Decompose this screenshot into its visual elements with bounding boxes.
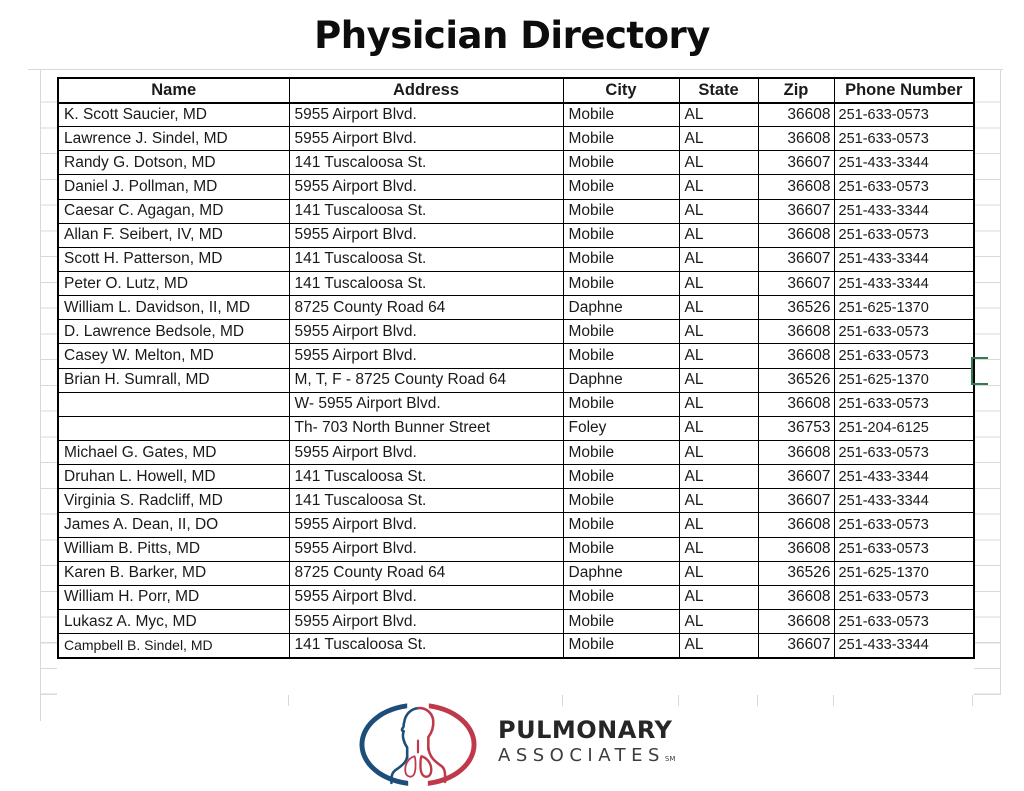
cell[interactable]: Mobile (563, 127, 679, 151)
gridline-col-tick (757, 695, 758, 706)
cell[interactable]: 251-433-3344 (834, 489, 974, 513)
cell[interactable]: 36753 (758, 416, 834, 440)
cell[interactable]: 251-633-0573 (834, 392, 974, 416)
cell[interactable]: William L. Davidson, II, MD (58, 296, 289, 320)
cell[interactable]: 141 Tuscaloosa St. (289, 489, 563, 513)
cell[interactable]: 36608 (758, 392, 834, 416)
cell[interactable]: 36607 (758, 465, 834, 489)
cell[interactable]: Campbell B. Sindel, MD (58, 634, 289, 658)
cell[interactable]: AL (679, 320, 758, 344)
cell[interactable]: M, T, F - 8725 County Road 64 (289, 368, 563, 392)
cell[interactable]: 36608 (758, 609, 834, 633)
cell[interactable]: AL (679, 465, 758, 489)
cell[interactable]: 5955 Airport Blvd. (289, 440, 563, 464)
table-row (58, 561, 974, 585)
cell[interactable]: AL (679, 392, 758, 416)
cell[interactable]: Allan F. Seibert, IV, MD (58, 223, 289, 247)
cell[interactable]: 251-633-0573 (834, 344, 974, 368)
physician-table (57, 77, 975, 659)
cell[interactable]: 36526 (758, 368, 834, 392)
cell[interactable]: 141 Tuscaloosa St. (289, 247, 563, 271)
cell[interactable]: Mobile (563, 344, 679, 368)
cell[interactable]: 5955 Airport Blvd. (289, 344, 563, 368)
cell[interactable]: 5955 Airport Blvd. (289, 585, 563, 609)
cell[interactable]: W- 5955 Airport Blvd. (289, 392, 563, 416)
cell[interactable]: 141 Tuscaloosa St. (289, 465, 563, 489)
cell[interactable]: William H. Porr, MD (58, 585, 289, 609)
cell[interactable]: Mobile (563, 634, 679, 658)
cell[interactable]: 251-633-0573 (834, 175, 974, 199)
cell[interactable]: AL (679, 634, 758, 658)
table-row (58, 392, 974, 416)
table-header-row (58, 78, 974, 103)
cell[interactable]: Mobile (563, 271, 679, 295)
cell[interactable]: 36607 (758, 634, 834, 658)
cell[interactable]: AL (679, 103, 758, 127)
table-row (58, 416, 974, 440)
cell[interactable]: Mobile (563, 465, 679, 489)
cell[interactable]: 36607 (758, 271, 834, 295)
cell[interactable]: Mobile (563, 537, 679, 561)
cell[interactable]: 251-433-3344 (834, 247, 974, 271)
cell[interactable]: Th- 703 North Bunner Street (289, 416, 563, 440)
cell[interactable]: D. Lawrence Bedsole, MD (58, 320, 289, 344)
cell[interactable]: AL (679, 344, 758, 368)
cell[interactable]: 251-433-3344 (834, 151, 974, 175)
cell[interactable]: James A. Dean, II, DO (58, 513, 289, 537)
cell[interactable]: Daphne (563, 296, 679, 320)
cell[interactable]: 141 Tuscaloosa St. (289, 199, 563, 223)
cell[interactable]: 251-633-0573 (834, 585, 974, 609)
gridline-col-tick (972, 695, 973, 706)
logo-wordmark (498, 716, 675, 771)
cell[interactable]: 251-625-1370 (834, 561, 974, 585)
cell[interactable]: 36608 (758, 537, 834, 561)
table-row (58, 175, 974, 199)
cell[interactable]: 141 Tuscaloosa St. (289, 151, 563, 175)
service-mark: SM (664, 755, 676, 763)
cell[interactable]: Mobile (563, 103, 679, 127)
cell[interactable]: 8725 County Road 64 (289, 296, 563, 320)
cell[interactable]: AL (679, 513, 758, 537)
cell[interactable]: Karen B. Barker, MD (58, 561, 289, 585)
cell[interactable]: 36608 (758, 175, 834, 199)
table-row (58, 127, 974, 151)
cell[interactable]: 36607 (758, 199, 834, 223)
cell[interactable]: Foley (563, 416, 679, 440)
gridline-col-tick (562, 695, 563, 706)
cell[interactable]: Mobile (563, 199, 679, 223)
column-header-address[interactable]: Address (289, 78, 563, 103)
cell[interactable]: 5955 Airport Blvd. (289, 609, 563, 633)
cell[interactable]: 251-633-0573 (834, 103, 974, 127)
table-row (58, 247, 974, 271)
cell[interactable]: 5955 Airport Blvd. (289, 103, 563, 127)
cell[interactable]: Mobile (563, 440, 679, 464)
cell[interactable]: 36526 (758, 296, 834, 320)
cell[interactable]: AL (679, 199, 758, 223)
cell[interactable]: AL (679, 175, 758, 199)
column-header-state[interactable]: State (679, 78, 758, 103)
table-row (58, 609, 974, 633)
table-row (58, 513, 974, 537)
table-row (58, 271, 974, 295)
cell[interactable]: 251-433-3344 (834, 634, 974, 658)
cell[interactable]: AL (679, 416, 758, 440)
cell[interactable]: Mobile (563, 151, 679, 175)
cell[interactable]: 36608 (758, 223, 834, 247)
cell[interactable]: AL (679, 223, 758, 247)
cell[interactable] (58, 416, 289, 440)
gridline-top (28, 69, 1003, 70)
table-row (58, 440, 974, 464)
cell[interactable]: 251-625-1370 (834, 368, 974, 392)
table-row (58, 199, 974, 223)
cell[interactable]: Mobile (563, 489, 679, 513)
cell[interactable]: Mobile (563, 609, 679, 633)
cell[interactable]: 36608 (758, 320, 834, 344)
cell[interactable]: 251-633-0573 (834, 223, 974, 247)
cell[interactable]: 251-633-0573 (834, 537, 974, 561)
gridline-col-tick (833, 695, 834, 706)
logo-name-line1: PULMONARY (498, 716, 673, 744)
cell[interactable]: 5955 Airport Blvd. (289, 127, 563, 151)
logo-name-line2: ASSOCIATESSM (498, 745, 676, 766)
cell[interactable]: William B. Pitts, MD (58, 537, 289, 561)
cell[interactable]: 251-633-0573 (834, 609, 974, 633)
cell[interactable]: AL (679, 585, 758, 609)
cell[interactable]: Scott H. Patterson, MD (58, 247, 289, 271)
cell[interactable]: 36526 (758, 561, 834, 585)
cell[interactable]: 251-433-3344 (834, 199, 974, 223)
table-row (58, 465, 974, 489)
cell[interactable]: AL (679, 440, 758, 464)
gridline-row-ticks-left (41, 77, 57, 695)
gridline-col-tick (288, 695, 289, 706)
cell[interactable]: Peter O. Lutz, MD (58, 271, 289, 295)
cell[interactable]: K. Scott Saucier, MD (58, 103, 289, 127)
column-header-city[interactable]: City (563, 78, 679, 103)
cell[interactable]: 251-433-3344 (834, 465, 974, 489)
table-row (58, 537, 974, 561)
cell[interactable]: Mobile (563, 247, 679, 271)
table-row (58, 296, 974, 320)
cell[interactable]: 251-633-0573 (834, 513, 974, 537)
cell[interactable]: 5955 Airport Blvd. (289, 175, 563, 199)
cell[interactable]: AL (679, 537, 758, 561)
cell[interactable]: Daniel J. Pollman, MD (58, 175, 289, 199)
cell[interactable]: Daphne (563, 368, 679, 392)
column-header-zip[interactable]: Zip (758, 78, 834, 103)
gridline-col-tick (678, 695, 679, 706)
cell[interactable]: 36608 (758, 127, 834, 151)
cell[interactable]: 36607 (758, 489, 834, 513)
cell[interactable]: Mobile (563, 175, 679, 199)
cell[interactable]: 251-433-3344 (834, 271, 974, 295)
cell[interactable]: Mobile (563, 392, 679, 416)
cell[interactable]: 8725 County Road 64 (289, 561, 563, 585)
table-row (58, 223, 974, 247)
cell[interactable]: 36608 (758, 344, 834, 368)
cell[interactable]: Virginia S. Radcliff, MD (58, 489, 289, 513)
cell[interactable]: Druhan L. Howell, MD (58, 465, 289, 489)
cell[interactable]: 251-633-0573 (834, 440, 974, 464)
cell[interactable]: 36607 (758, 247, 834, 271)
cell[interactable]: AL (679, 368, 758, 392)
table-row (58, 344, 974, 368)
table-row (58, 103, 974, 127)
cell[interactable]: AL (679, 127, 758, 151)
cell[interactable]: 36607 (758, 151, 834, 175)
cell[interactable]: Daphne (563, 561, 679, 585)
cell[interactable]: AL (679, 489, 758, 513)
cell[interactable]: AL (679, 151, 758, 175)
table-row (58, 368, 974, 392)
column-header-phone-number[interactable]: Phone Number (834, 78, 974, 103)
cell[interactable]: AL (679, 609, 758, 633)
cell[interactable]: 5955 Airport Blvd. (289, 537, 563, 561)
cell[interactable]: AL (679, 296, 758, 320)
gridline-row-ticks-right (974, 77, 1000, 695)
cell[interactable]: Mobile (563, 223, 679, 247)
column-header-name[interactable]: Name (58, 78, 289, 103)
table-row (58, 634, 974, 658)
cell[interactable]: 251-633-0573 (834, 320, 974, 344)
head-lungs-emblem-icon (359, 700, 477, 791)
cell[interactable] (58, 392, 289, 416)
cell[interactable]: Mobile (563, 320, 679, 344)
table-row (58, 320, 974, 344)
cell[interactable]: 36608 (758, 585, 834, 609)
cell[interactable]: Casey W. Melton, MD (58, 344, 289, 368)
cell[interactable]: 141 Tuscaloosa St. (289, 271, 563, 295)
cell[interactable]: Michael G. Gates, MD (58, 440, 289, 464)
cell[interactable]: 5955 Airport Blvd. (289, 223, 563, 247)
cell[interactable]: Mobile (563, 585, 679, 609)
cell[interactable]: 251-633-0573 (834, 127, 974, 151)
gridline-right-margin (1000, 69, 1001, 695)
cell[interactable]: Lukasz A. Myc, MD (58, 609, 289, 633)
cell[interactable]: 5955 Airport Blvd. (289, 320, 563, 344)
active-cell-outline[interactable] (971, 357, 988, 385)
cell[interactable]: 36608 (758, 440, 834, 464)
cell[interactable]: Randy G. Dotson, MD (58, 151, 289, 175)
cell[interactable]: 5955 Airport Blvd. (289, 513, 563, 537)
cell[interactable]: 141 Tuscaloosa St. (289, 634, 563, 658)
table-row (58, 489, 974, 513)
cell[interactable]: 36608 (758, 513, 834, 537)
cell[interactable]: 251-204-6125 (834, 416, 974, 440)
cell[interactable]: AL (679, 561, 758, 585)
cell[interactable]: Mobile (563, 513, 679, 537)
cell[interactable]: Brian H. Sumrall, MD (58, 368, 289, 392)
cell[interactable]: Caesar C. Agagan, MD (58, 199, 289, 223)
table-row (58, 151, 974, 175)
cell[interactable]: 36608 (758, 103, 834, 127)
cell[interactable]: 251-625-1370 (834, 296, 974, 320)
page-title: Physician Directory (314, 14, 710, 57)
cell[interactable]: AL (679, 271, 758, 295)
cell[interactable]: Lawrence J. Sindel, MD (58, 127, 289, 151)
table-row (58, 585, 974, 609)
cell[interactable]: AL (679, 247, 758, 271)
